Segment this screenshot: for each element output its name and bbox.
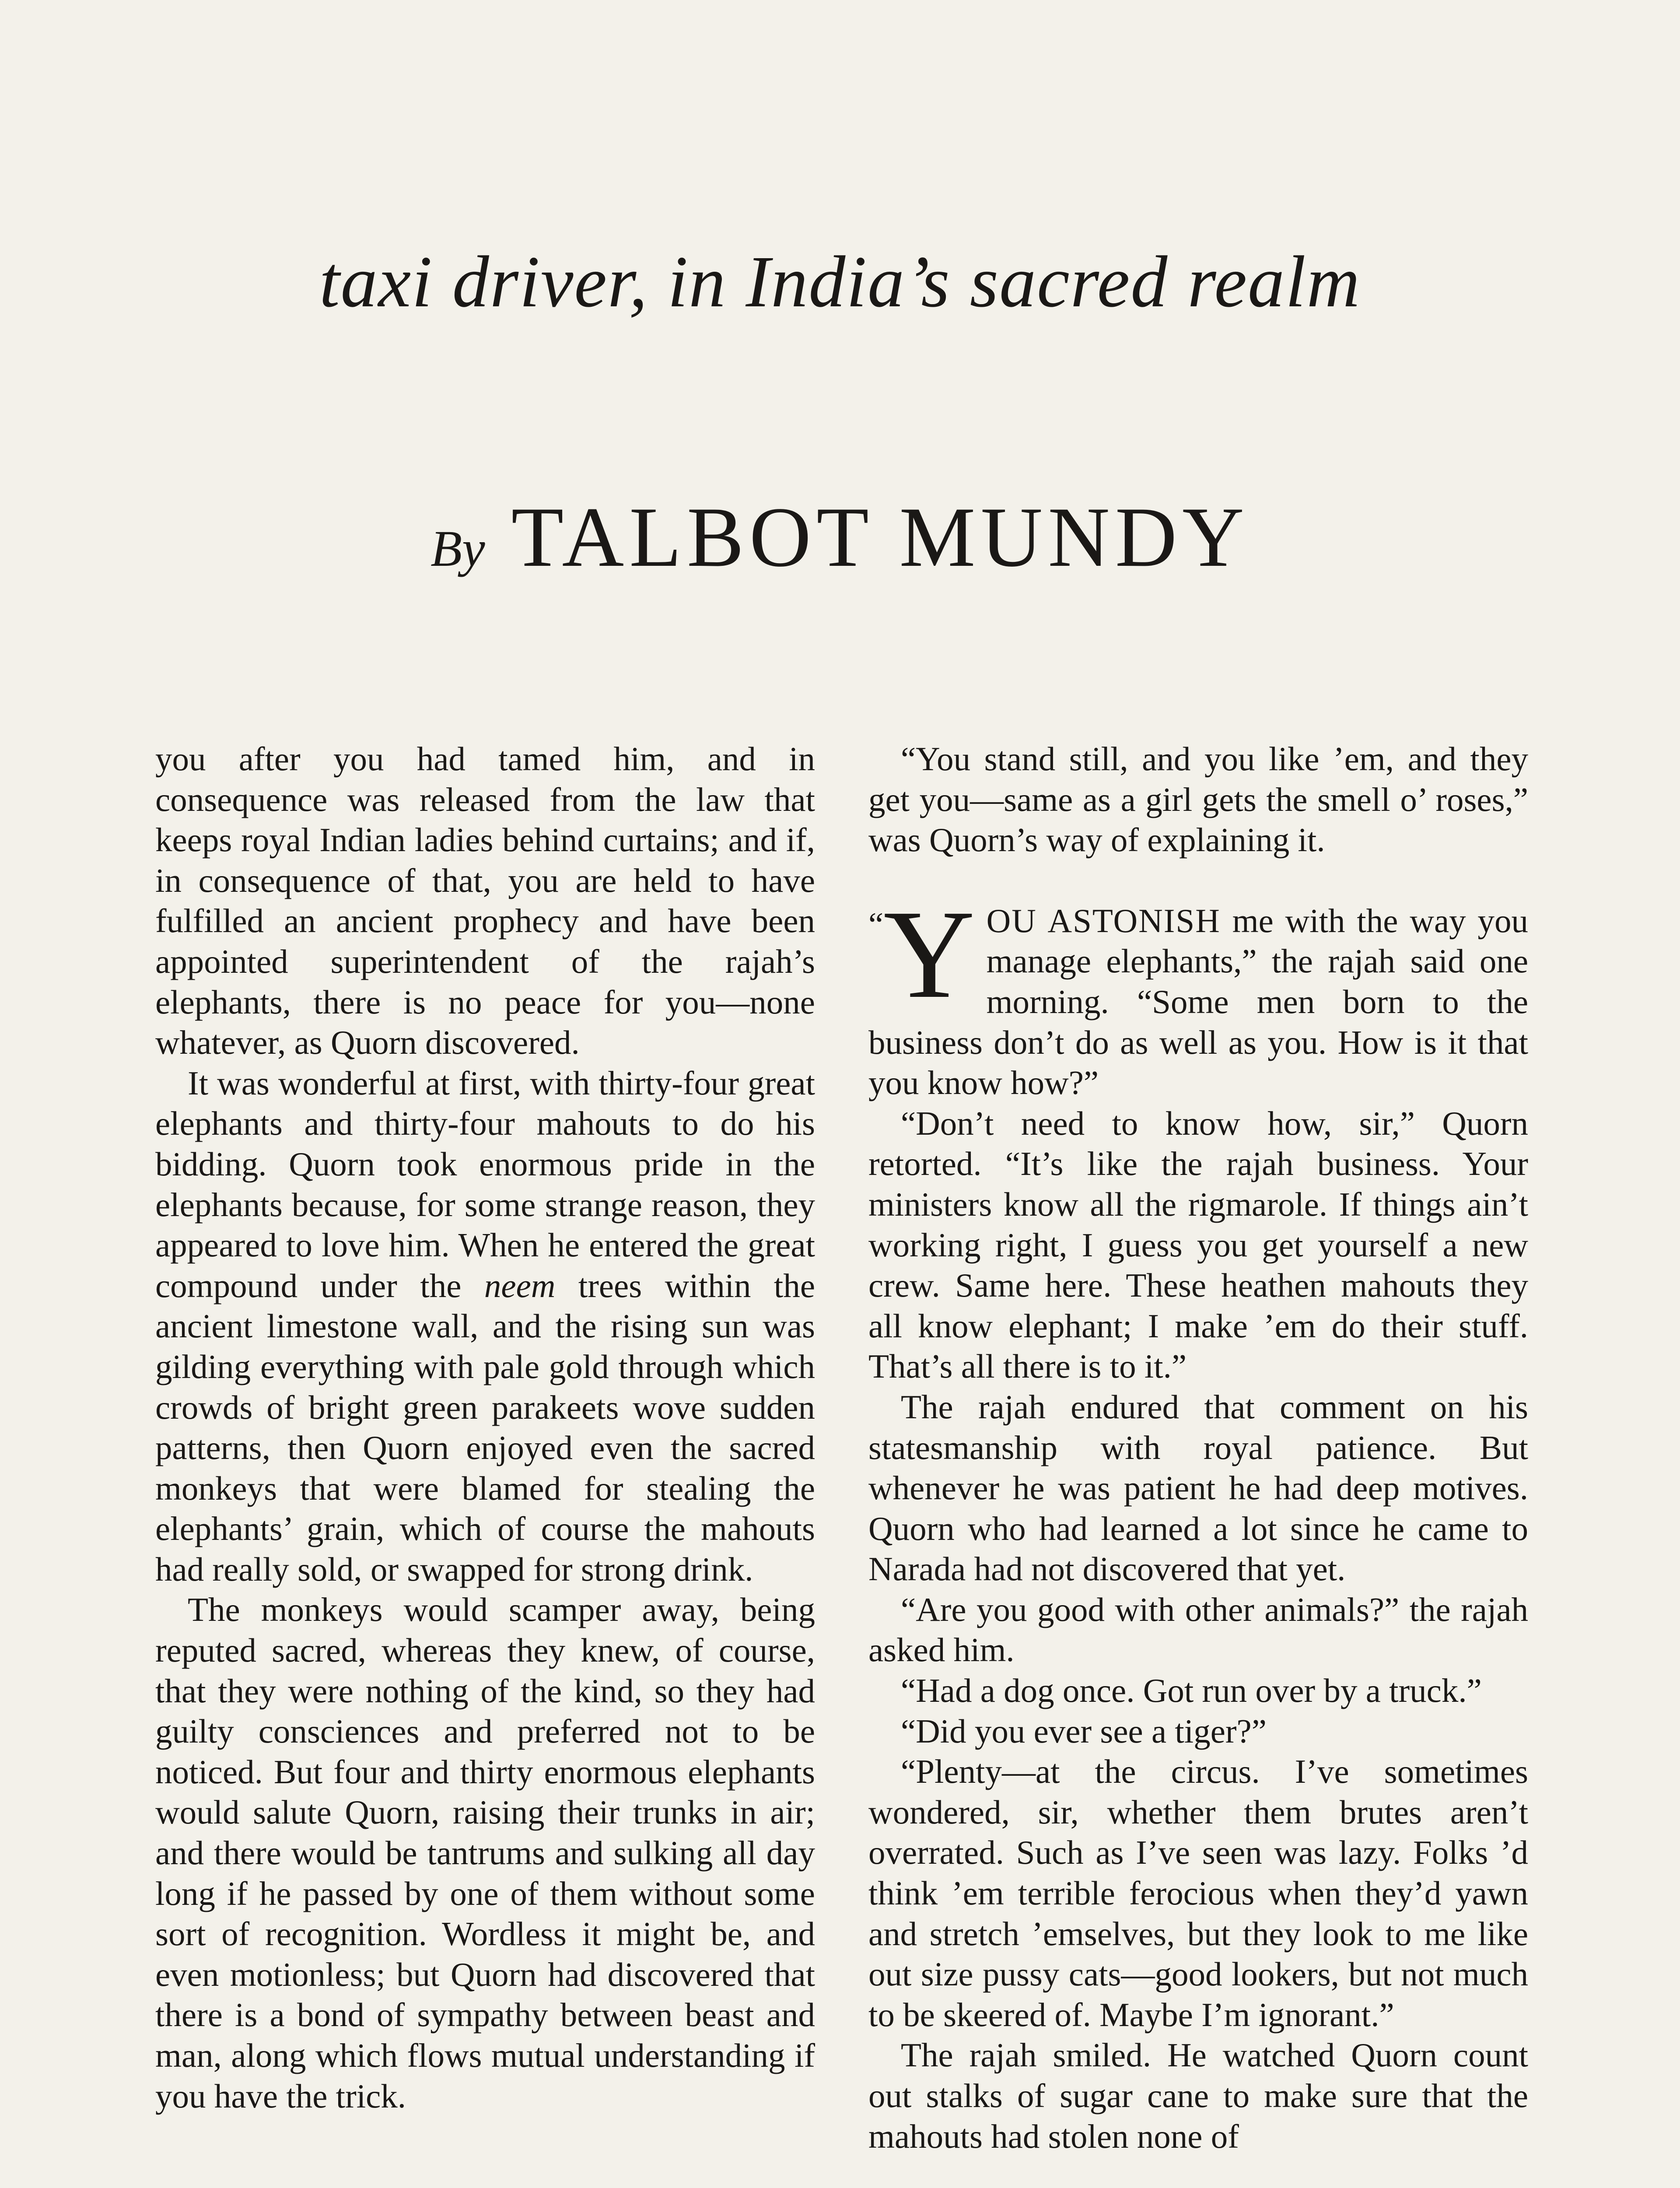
- article-title: taxi driver, in India’s sacred realm: [319, 241, 1361, 323]
- drop-cap: [868, 884, 975, 1024]
- left-column: [155, 739, 815, 2116]
- paragraph: you after you had tamed him, and in consequence was released from the law that keeps royal Indian ladies behind curtains; and if, in consequence of that, you are held to have fulfilled an ancient prophecy and have been appointed superintendent of the rajah’s elephants, there is no peace for you—none whatever, as Quorn discovered.: [155, 740, 815, 1062]
- paragraph: “Did you ever see a tiger?”: [901, 1712, 1267, 1750]
- paragraph: “Plenty—at the circus. I’ve sometimes wondered, sir, whether them brutes aren’t overrated. Such as I’ve seen was lazy. Folks ’d think ’em terrible ferocious when they’d yawn and stretch ’emselves, but they look to me like out size pussy cats—good lookers, but not much to be skeered of. Maybe I’m ignorant.”: [868, 1753, 1528, 2034]
- author-name: TALBOT MUNDY: [511, 490, 1250, 585]
- paragraph-dropcap: [868, 884, 1528, 1103]
- paragraph: The rajah endured that comment on his statesmanship with royal patience. But whenever he was patient he had deep motives. Quorn who had learned a lot since he came to Narada had not discovered that yet.: [868, 1388, 1528, 1588]
- lead-in-caps: OU ASTONISH: [986, 901, 1221, 940]
- paragraph-text: It was wonderful at first, with thirty-four great elephants and thirty-four mahouts to do his bidding. Quorn took enormous pride in the elephants because, for some strange reason, they appeared to love him. When he entered the great compound under the: [155, 1064, 815, 1304]
- paragraph: “You stand still, and you like ’em, and they get you—same as a girl gets the smell o’ roses,” was Quorn’s way of explaining it.: [868, 740, 1528, 859]
- right-column: [868, 739, 1528, 2156]
- drop-cap-quote: “: [868, 905, 884, 943]
- paragraph: [155, 1063, 815, 1590]
- drop-cap-letter: Y: [883, 884, 975, 1024]
- paragraph: “Are you good with other animals?” the rajah asked him.: [868, 1590, 1528, 1669]
- italic-term: neem: [484, 1266, 556, 1304]
- paragraph: “Had a dog once. Got run over by a truck.”: [901, 1672, 1482, 1710]
- paragraph: The rajah smiled. He watched Quorn count out stalks of sugar cane to make sure that the mahouts had stolen none of: [868, 2036, 1528, 2155]
- paragraph-text: trees within the ancient limestone wall, and the rising sun was gilding everything with pale gold through which crowds of bright green parakeets wove sudden patterns, then Quorn enjoyed even the sacred monkeys that were blamed for stealing the elephants’ grain, which of course the mahouts had really sold, or swapped for strong drink.: [155, 1266, 815, 1588]
- paragraph: The monkeys would scamper away, being reputed sacred, whereas they knew, of course, that they were nothing of the kind, so they had guilty consciences and preferred not to be noticed. But four and thirty enormous elephants would salute Quorn, raising their trunks in air; and there would be tantrums and sulking all day long if he passed by one of them without some sort of recognition. Wordless it might be, and even motionless; but Quorn had discovered that there is a bond of sympathy between beast and man, along which flows mutual understanding if you have the trick.: [155, 1591, 815, 2115]
- byline: [0, 490, 1680, 585]
- paragraph-text: me with the way you manage elephants,” the rajah said one morning. “Some men born to the business don’t do as well as you. How is it that you know how?”: [868, 901, 1528, 1102]
- byline-by: By: [430, 520, 485, 577]
- paragraph: “Don’t need to know how, sir,” Quorn retorted. “It’s like the rajah business. Your ministers know all the rigmarole. If things ain’t working right, I guess you get yourself a new crew. Same here. These heathen mahouts they all know elephant; I make ’em do their stuff. That’s all there is to it.”: [868, 1104, 1528, 1385]
